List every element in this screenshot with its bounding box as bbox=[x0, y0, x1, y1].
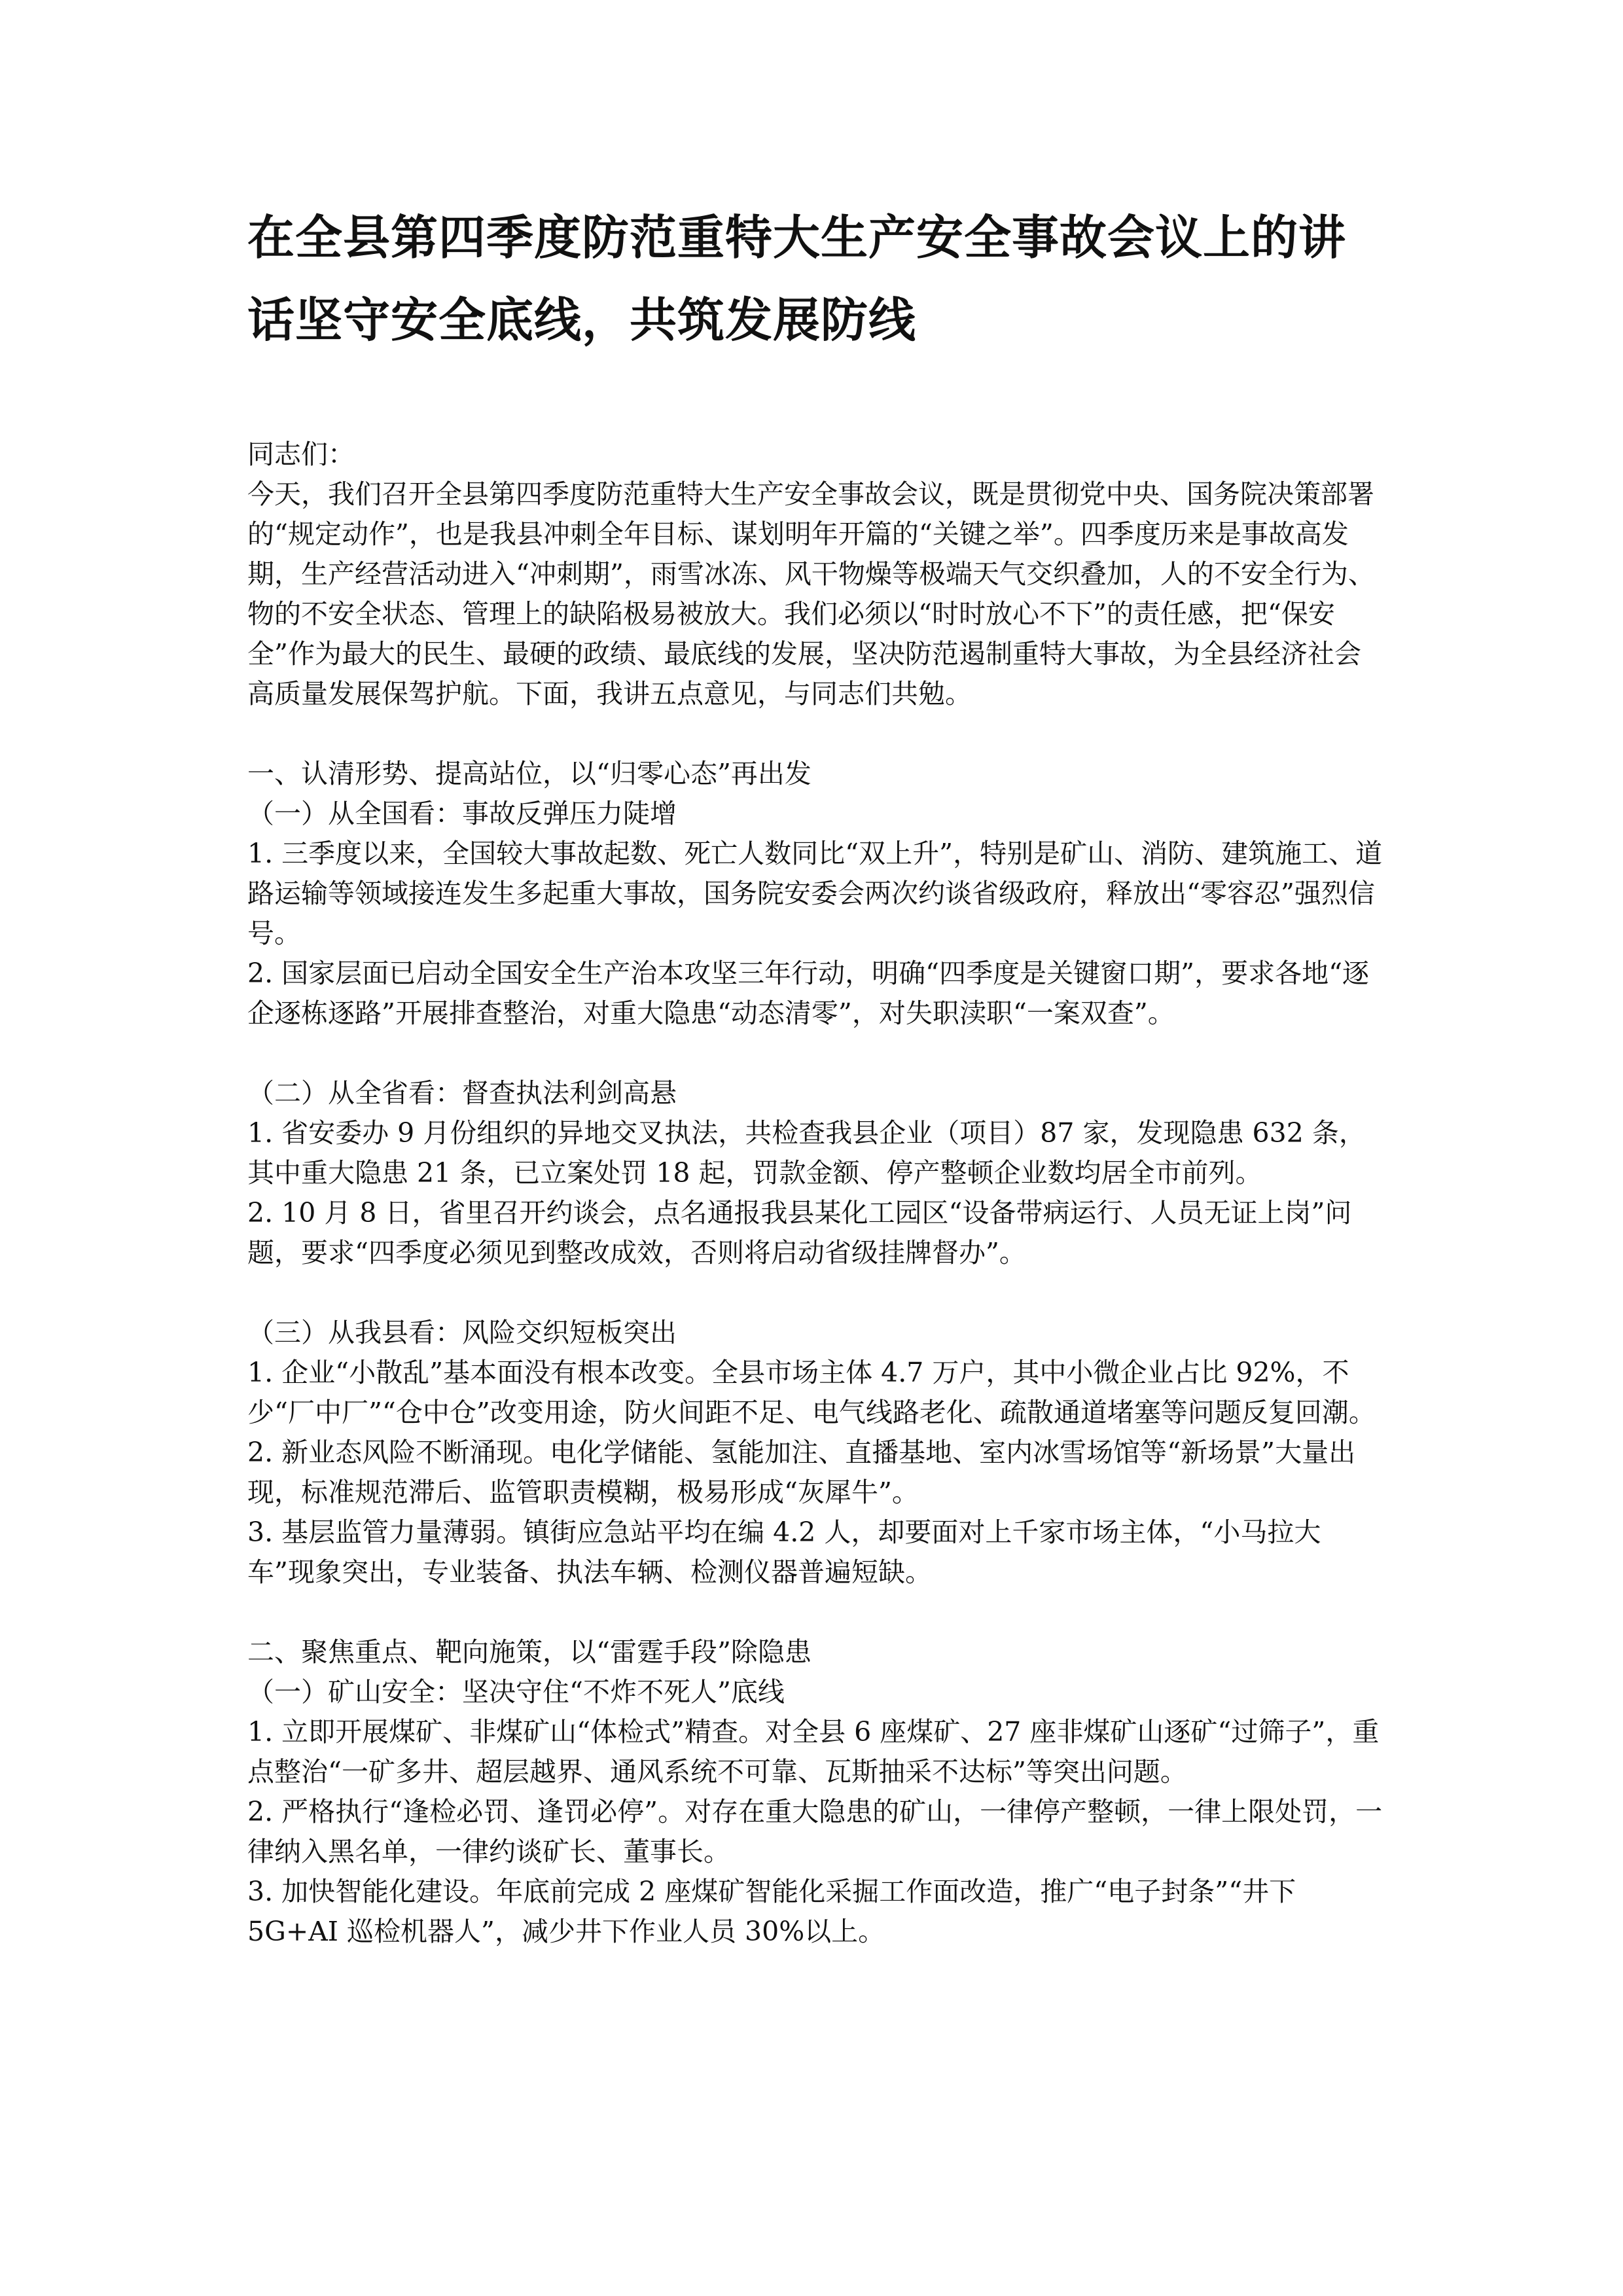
paragraph: 1. 立即开展煤矿、非煤矿山“体检式”精查。对全县 6 座煤矿、27 座非煤矿山逐矿“过筛子”，重点整治“一矿多井、超层越界、通风系统不可靠、瓦斯抽采不达标”等突出问题。 bbox=[247, 1716, 1380, 1787]
document-title: 在全县第四季度防范重特大生产安全事故会议上的讲话坚守安全底线，共筑发展防线 bbox=[247, 209, 1347, 348]
subsection-heading: （三）从我县看：风险交织短板突出 bbox=[247, 1317, 677, 1348]
paragraph: 1. 企业“小散乱”基本面没有根本改变。全县市场主体 4.7 万户，其中小微企业占比 92%，不少“厂中厂”“仓中仓”改变用途，防火间距不足、电气线路老化、疏散通道堵塞等问题反复回潮。 bbox=[247, 1357, 1376, 1428]
paragraph: 2. 严格执行“逢检必罚、逢罚必停”。对存在重大隐患的矿山，一律停产整顿，一律上限处罚，一律纳入黑名单，一律约谈矿长、董事长。 bbox=[247, 1796, 1383, 1867]
paragraph: 2. 新业态风险不断涌现。电化学储能、氢能加注、直播基地、室内冰雪场馆等“新场景”大量出现，标准规范滞后、监管职责模糊，极易形成“灰犀牛”。 bbox=[247, 1437, 1356, 1508]
subsection-heading: （一）矿山安全：坚决守住“不炸不死人”底线 bbox=[247, 1676, 785, 1708]
paragraph: 2. 10 月 8 日，省里召开约谈会，点名通报我县某化工园区“设备带病运行、人员无证上岗”问题，要求“四季度必须见到整改成效，否则将启动省级挂牌督办”。 bbox=[247, 1197, 1352, 1268]
document-page bbox=[247, 196, 1383, 1952]
paragraph-gap bbox=[247, 1273, 1383, 1313]
subsection-heading: （二）从全省看：督查执法利剑高悬 bbox=[247, 1077, 677, 1109]
paragraph: 3. 加快智能化建设。年底前完成 2 座煤矿智能化采掘工作面改造，推广“电子封条”“井下 5G+AI 巡检机器人”，减少井下作业人员 30%以上。 bbox=[247, 1876, 1296, 1947]
paragraph: 2. 国家层面已启动全国安全生产治本攻坚三年行动，明确“四季度是关键窗口期”，要求各地“逐企逐栋逐路”开展排查整治，对重大隐患“动态清零”，对失职渎职“一案双查”。 bbox=[247, 958, 1370, 1029]
paragraph: 1. 省安委办 9 月份组织的异地交叉执法，共检查我县企业（项目）87 家，发现隐患 632 条，其中重大隐患 21 条，已立案处罚 18 起，罚款金额、停产整顿企业数均居全市前列。 bbox=[247, 1117, 1366, 1189]
paragraph-gap bbox=[247, 1033, 1383, 1073]
salutation: 同志们： bbox=[247, 439, 355, 470]
paragraph-gap bbox=[247, 714, 1383, 754]
section-heading: 一、认清形势、提高站位，以“归零心态”再出发 bbox=[247, 758, 812, 789]
paragraph-gap bbox=[247, 1592, 1383, 1632]
intro-paragraph: 今天，我们召开全县第四季度防范重特大生产安全事故会议，既是贯彻党中央、国务院决策部署的“规定动作”，也是我县冲刺全年目标、谋划明年开篇的“关键之举”。四季度历来是事故高发期，生产经营活动进入“冲刺期”，雨雪冰冻、风干物燥等极端天气交织叠加，人的不安全行为、物的不安全状态、管理上的缺陷极易被放大。我们必须以“时时放心不下”的责任感，把“保安全”作为最大的民生、最硬的政绩、最底线的发展，坚决防范遏制重特大事故，为全县经济社会高质量发展保驾护航。下面，我讲五点意见，与同志们共勉。 bbox=[247, 478, 1375, 709]
paragraph: 3. 基层监管力量薄弱。镇街应急站平均在编 4.2 人，却要面对上千家市场主体，“小马拉大车”现象突出，专业装备、执法车辆、检测仪器普遍短缺。 bbox=[247, 1516, 1321, 1588]
subsection-heading: （一）从全国看：事故反弹压力陡增 bbox=[247, 798, 677, 829]
paragraph: 1. 三季度以来，全国较大事故起数、死亡人数同比“双上升”，特别是矿山、消防、建筑施工、道路运输等领域接连发生多起重大事故，国务院安委会两次约谈省级政府，释放出“零容忍”强烈信号。 bbox=[247, 838, 1383, 949]
document-body bbox=[247, 435, 1383, 1952]
section-heading: 二、聚焦重点、靶向施策，以“雷霆手段”除隐患 bbox=[247, 1636, 812, 1668]
